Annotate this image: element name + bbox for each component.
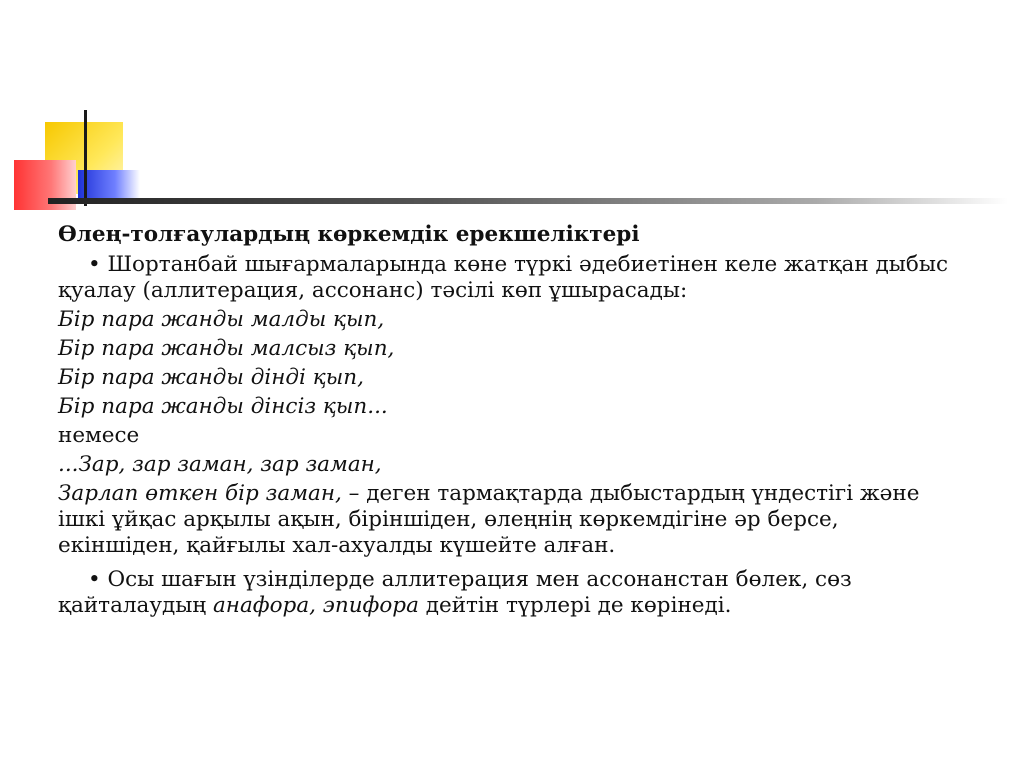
verse-line: Бір пара жанды малды қып, [58,307,385,332]
bullet2-italic-terms: анафора, эпифора [212,593,419,618]
verse-line: Бір пара жанды дінді қып, [58,365,364,390]
bullet-paragraph-2 [58,567,958,619]
verse-line: Зарлап өткен бір заман, [58,481,342,506]
slide-title: Өлең-толғаулардың көркемдік ерекшеліктері [58,222,640,247]
commentary-paragraph [58,481,958,559]
verse-line: ...Зар, зар заман, зар заман, [58,452,382,477]
verse-line: Бір пара жанды дінсіз қып... [58,394,388,419]
verse-line: Бір пара жанды малсыз қып, [58,336,395,361]
bullet-paragraph-1: • Шортанбай шығармаларында көне түркі әдебиетінен келе жатқан дыбыс қуалау (аллитерация, ассонанс) тәсілі көп ұшырасады: [58,252,948,303]
connector-word: немесе [58,423,140,448]
commentary-text: – деген тармақтарда дыбыстардың үндестігі және ішкі ұйқас арқылы ақын, біріншіден, өлеңнің көркемдігіне әр берсе, екіншіден, қайғылы хал-ахуалды күшейте алған. [58,481,920,558]
bullet2-text-end: дейтін түрлері де көрінеді. [418,593,732,618]
decor-vertical-line [84,110,87,206]
bullet2-text-start: • Осы шағын үзінділерде аллитерация мен ассонанстан бөлек, сөз қайталаудың [58,567,852,618]
slide-content [58,222,958,619]
decor-horizontal-rule [48,198,1008,204]
